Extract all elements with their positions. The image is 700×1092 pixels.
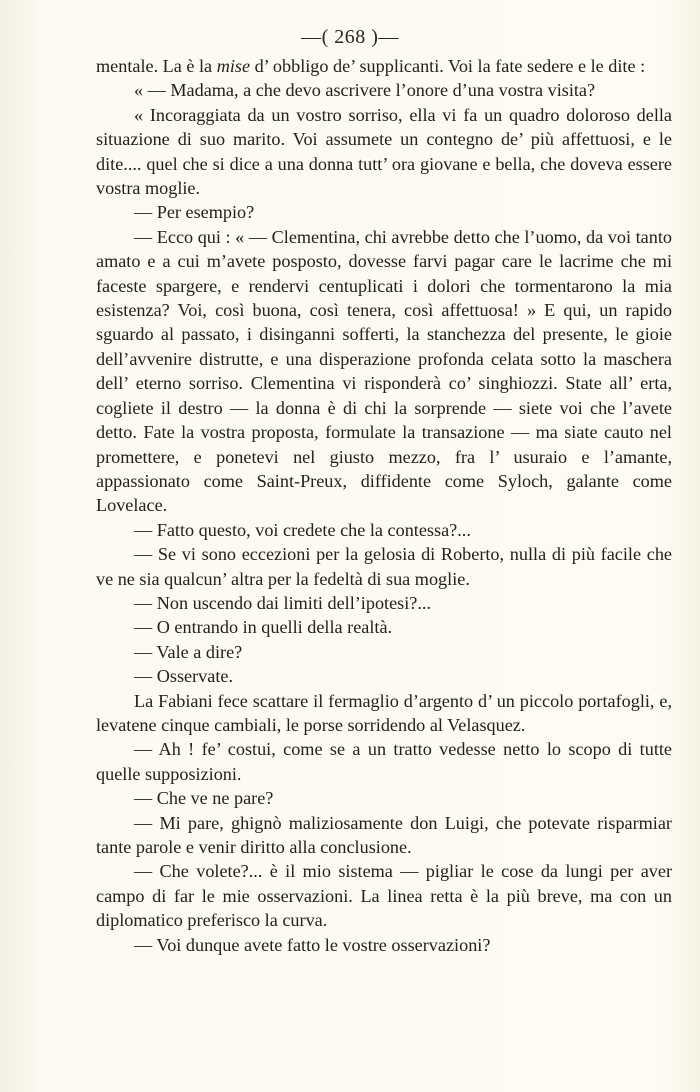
text-run: d’ obbligo de’ supplicanti. Voi la fate sedere e le dite : xyxy=(250,56,646,76)
text-run: — Osservate. xyxy=(134,666,233,687)
paragraph xyxy=(96,640,672,664)
text-run: — Per esempio? xyxy=(134,202,255,223)
paragraph xyxy=(96,859,672,932)
italic-text: mise xyxy=(216,56,251,76)
page-number: —( 268 )— xyxy=(301,26,399,48)
paragraph xyxy=(96,737,672,786)
text-run: « Incoraggiata da un vostro sorriso, ella vi fa un quadro doloroso della situazione di suo marito. Voi assumete un contegno de’ più affettuosi, e le dite.... quel che si dice a una donna tutt’ ora giovane e bella, che doveva essere vostra moglie. xyxy=(96,104,672,199)
paragraph xyxy=(96,200,672,224)
text-run: — Ecco qui : « — Clementina, chi avrebbe detto che l’uomo, da voi tanto amato e a cui m’avete posposto, dovesse farvi pagar care le lacrime che mi faceste spargere, e rendervi centuplicati i dolori che tormentarono la mia esistenza? Voi, così buona, così tenera, così affettuosa! » E qui, un rapido sguardo al passato, i disinganni sofferti, la stanchezza del presente, le gioie dell’avvenire distrutte, e una disperazione profonda celata sotto la maschera dell’ eterno sorriso. Clementina vi risponderà co’ singhiozzi. State all’ erta, cogliete il destro — la donna è di chi la sorprende — siete voi che l’avete detto. Fate la vostra proposta, formulate la transazione — ma siate cauto nel promettere, e ponetevi nel giusto mezzo, fra l’ usuraio e l’amante, appassionato come Saint-Preux, diffidente come Syloch, galante come Lovelace. xyxy=(96,226,672,516)
text-run: — Voi dunque avete fatto le vostre osservazioni? xyxy=(134,934,491,955)
text-run: — O entrando in quelli della realtà. xyxy=(134,617,393,638)
paragraph xyxy=(96,811,672,860)
paragraph xyxy=(96,786,672,810)
paragraph xyxy=(96,54,672,78)
paragraph xyxy=(96,103,672,201)
text-run: — Che ve ne pare? xyxy=(134,788,274,809)
paragraph xyxy=(96,542,672,591)
text-run: La Fabiani fece scattare il fermaglio d’argento d’ un piccolo portafogli, e, levatene cinque cambiali, le porse sorridendo al Velasquez. xyxy=(96,690,672,735)
paragraph xyxy=(96,933,672,957)
paragraph xyxy=(96,225,672,518)
paragraph xyxy=(96,664,672,688)
text-run: — Ah ! fe’ costui, come se a un tratto vedesse netto lo scopo di tutte quelle supposizioni. xyxy=(96,739,672,784)
paragraph xyxy=(96,615,672,639)
body-text xyxy=(96,54,672,957)
text-run: — Fatto questo, voi credete che la contessa?... xyxy=(134,519,471,540)
text-run: « — Madama, a che devo ascrivere l’onore d’una vostra visita? xyxy=(134,80,596,101)
text-run: — Vale a dire? xyxy=(134,641,243,662)
text-run: mentale. La è la xyxy=(96,56,217,76)
text-run: — Che volete?... è il mio sistema — pigliar le cose da lungi per aver campo di far le mie osservazioni. La linea retta è la più breve, ma con un diplomatico preferisco la curva. xyxy=(96,861,672,931)
paragraph xyxy=(96,591,672,615)
paragraph xyxy=(96,78,672,102)
text-run: — Mi pare, ghignò maliziosamente don Luigi, che potevate risparmiar tante parole e venir diritto alla conclusione. xyxy=(96,812,672,857)
paragraph xyxy=(96,689,672,738)
text-run: — Se vi sono eccezioni per la gelosia di Roberto, nulla di più facile che ve ne sia qualcun’ altra per la fedeltà di sua moglie. xyxy=(96,544,672,589)
paragraph xyxy=(96,518,672,542)
text-run: — Non uscendo dai limiti dell’ipotesi?... xyxy=(134,592,432,613)
